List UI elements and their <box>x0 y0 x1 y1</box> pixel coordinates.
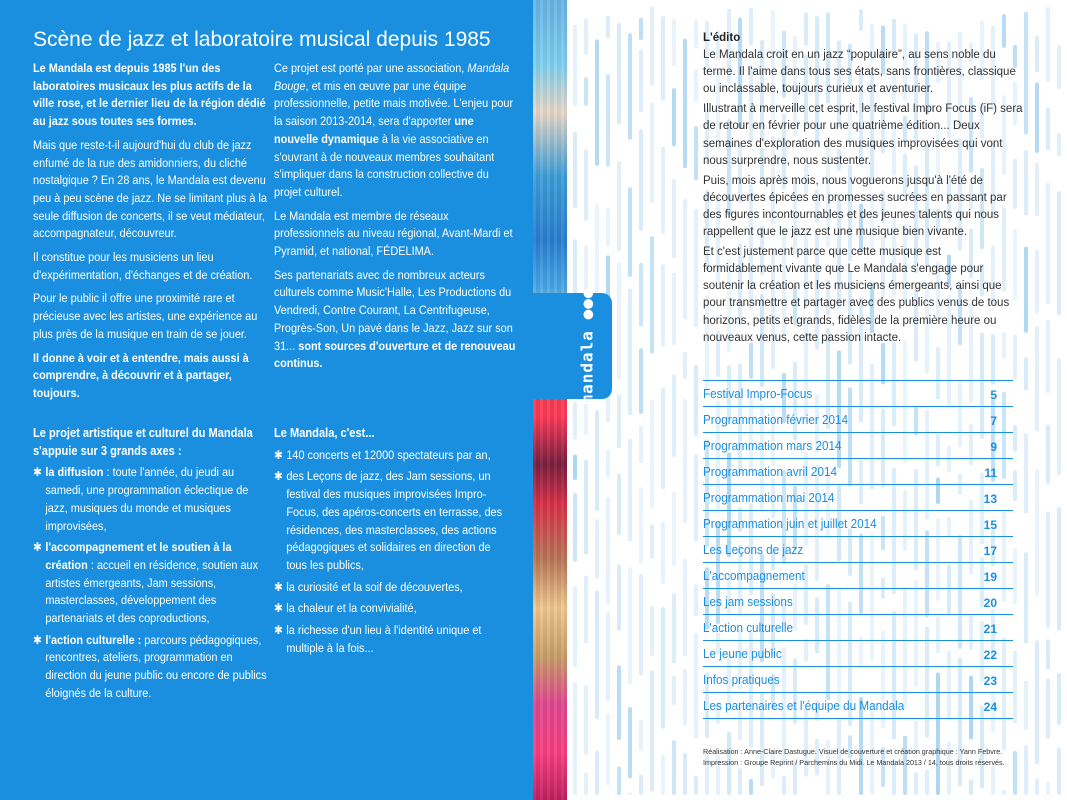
decor-bar <box>749 779 753 795</box>
edito-paragraph: Le Mandala croit en un jazz “populaire”, au sens noble du terme. Il l'aime dans tous ses états, sans frontières, classique ou inclassable, toujours curieux et aventurier. <box>703 49 1016 96</box>
decor-bar <box>661 16 665 100</box>
decor-bar <box>650 102 654 203</box>
decor-bar <box>639 348 643 414</box>
decor-bar <box>1024 433 1028 513</box>
decor-bar <box>650 400 654 508</box>
decor-bar <box>584 460 588 555</box>
decor-bar <box>1013 548 1017 604</box>
decor-bar <box>573 402 577 439</box>
decor-bar <box>694 454 698 542</box>
asterisk-icon: ✱ <box>274 623 283 638</box>
decor-bar <box>1013 470 1017 501</box>
decor-bar <box>661 755 665 795</box>
decor-bar <box>1046 639 1050 669</box>
decor-bar <box>683 559 687 657</box>
intro-column <box>33 60 271 409</box>
decor-bar <box>738 768 742 795</box>
decor-bar <box>584 772 588 795</box>
decor-bar <box>925 769 929 795</box>
decor-bar <box>628 33 632 140</box>
decor-bar <box>639 18 643 40</box>
decor-bar <box>1013 751 1017 795</box>
intro-paragraph: Le Mandala est depuis 1985 l'un des laboratoires musicaux les plus actifs de la ville rose, et le dernier lieu de la région dédié au jazz sous toutes ses formes. <box>33 61 266 129</box>
cover-photo-strip <box>533 0 567 800</box>
decor-bar <box>617 395 621 448</box>
mission-paragraph: Il donne à voir et à entendre, mais aussi à comprendre, à découvrir et à partager, toujours. <box>33 350 249 400</box>
axes-column <box>33 425 271 707</box>
left-page <box>0 0 533 800</box>
decor-bar <box>672 273 676 346</box>
edito-paragraph: Et c'est justement parce que cette musique est formidablement vivante que Le Mandala s'engage pour soutenir la création et les musiciens émergeants, ainsi que pour transmettre et partager avec des publics venus de tous horizons, petits et grands, fidèles de la première heure ou nouveaux venus, cette passion intacte. <box>703 246 1010 344</box>
asterisk-icon: ✱ <box>274 601 283 616</box>
public-paragraph: Pour le public il offre une proximité rare et précieuse avec les artistes, une expérience au plus près de la musique en train de se jouer. <box>33 291 258 341</box>
decor-bar <box>1057 748 1061 795</box>
decor-bar <box>1046 511 1050 627</box>
fact-item: ✱ la richesse d'un lieu à l'identité unique et multiple à la fois... <box>274 623 482 655</box>
fact-item: ✱ des Leçons de jazz, des Jam sessions, un festival des musiques improvisées Impro-Focus, des apéros-concerts en terrasse, des résidences, des masterclasses, des actions pédagogiques et solidaires en direction de tous les publics, <box>274 469 503 572</box>
decor-bar <box>672 492 676 566</box>
decor-bar <box>1024 745 1028 795</box>
decor-bar <box>991 766 995 795</box>
decor-bar <box>1024 552 1028 644</box>
decor-bar <box>672 88 676 146</box>
decor-bar <box>661 388 665 490</box>
toc-item[interactable]: Les jam sessions 20 <box>703 589 1013 615</box>
toc-item[interactable]: L'action culturelle 21 <box>703 615 1013 641</box>
facts-column <box>274 425 512 661</box>
decor-bar <box>1002 790 1006 795</box>
edito-heading: L'édito <box>703 32 741 44</box>
decor-bar <box>639 775 643 795</box>
history-paragraph: Mais que reste-t-il aujourd'hui du club de jazz enfumé de la rue des amidonniers, du cliché nostalgique ? En 28 ans, le Mandala est devenu peu à peu scène de jazz. Ne se limitant plus à la seule diffusion de concerts, il se veut médiateur, accompagnateur, découvreur. <box>33 137 267 241</box>
decor-bar <box>1035 163 1039 216</box>
toc-item[interactable]: L'accompagnement 19 <box>703 563 1013 589</box>
decor-bar <box>606 74 610 167</box>
decor-bar <box>694 365 698 436</box>
page-title: Scène de jazz et laboratoire musical depuis 1985 <box>33 28 491 51</box>
decor-bar <box>1024 150 1028 215</box>
toc-item[interactable]: Programmation avril 2014 11 <box>703 459 1013 485</box>
decor-bar <box>628 187 632 277</box>
decor-bar <box>661 264 665 346</box>
decor-bar <box>661 147 665 234</box>
decor-bar <box>628 793 632 795</box>
decor-bar <box>639 129 643 230</box>
asterisk-icon: ✱ <box>274 469 283 484</box>
association-column <box>274 60 519 379</box>
decor-bar <box>683 399 687 523</box>
decor-bar <box>1046 678 1050 738</box>
decor-bar <box>672 19 676 66</box>
decor-bar <box>584 149 588 221</box>
decor-bar <box>617 766 621 795</box>
decor-bar <box>1046 183 1050 304</box>
toc-item[interactable]: Programmation mai 2014 13 <box>703 485 1013 511</box>
decor-bar <box>694 776 698 795</box>
decor-bar <box>672 179 676 258</box>
decor-bar <box>1046 320 1050 393</box>
decor-bar <box>1013 425 1017 452</box>
decor-bar <box>617 474 621 535</box>
decor-bar <box>617 665 621 740</box>
decor-bar <box>606 612 610 701</box>
decor-bar <box>1046 424 1050 483</box>
axis-item-accompaniment: ✱ l'accompagnement et le soutien à la création : accueil en résidence, soutien aux artistes émergeants, Jam sessions, masterclasses, développement des partenariats et des coproductions, <box>33 540 259 626</box>
axis-item-diffusion: ✱ la diffusion : toute l'année, du jeudi au samedi, une programmation éclectique de jazz, musiques du monde et musiques improvisées, <box>33 465 249 533</box>
decor-bar <box>1035 326 1039 431</box>
partners-paragraph: Ses partenariats avec de nombreux acteurs culturels comme Music'Halle, Les Productions du Vendredi, Contre Courant, La Centrifugeuse, Progrès-Son, Un pavé dans le Jazz, Jazz sur son 31... sont sources d'ouverture et de renouveau continus. <box>274 267 516 371</box>
decor-bar <box>1035 779 1039 795</box>
decor-bar <box>595 410 599 511</box>
decor-bar <box>1024 357 1028 390</box>
asterisk-icon: ✱ <box>33 465 42 480</box>
decor-bar <box>672 593 676 663</box>
facts-heading: Le Mandala, c'est... <box>274 426 375 440</box>
decor-bar <box>683 352 687 379</box>
edito-paragraph: Illustrant à merveille cet esprit, le festival Impro Focus (iF) sera de retour en février pour une quatrième édition... Deux semaines d'exploration des musiques improvisées qui vont nous surprendre, nous sustenter. <box>703 103 1023 167</box>
decor-bar <box>1024 681 1028 731</box>
decor-bar <box>595 39 599 166</box>
decor-bar <box>683 199 687 320</box>
decor-bar <box>1046 108 1050 150</box>
decor-bar <box>573 587 577 668</box>
decor-bar <box>1046 7 1050 82</box>
decor-bar <box>573 25 577 107</box>
decor-bar <box>650 524 654 559</box>
decor-bar <box>1057 191 1061 315</box>
decor-bar <box>1024 247 1028 333</box>
decor-bar <box>672 375 676 458</box>
decor-bar <box>584 18 588 55</box>
decor-bar <box>1035 640 1039 764</box>
decor-bar <box>595 204 599 294</box>
decor-bar <box>1013 650 1017 723</box>
decor-bar <box>584 575 588 643</box>
decor-bar <box>694 209 698 327</box>
decor-bar <box>683 753 687 795</box>
decor-bar <box>672 740 676 795</box>
decor-bar <box>628 707 632 778</box>
decor-bar <box>628 567 632 684</box>
mandala-logo <box>533 287 612 405</box>
fact-item: ✱ la chaleur et la convivialité, <box>274 600 512 618</box>
decor-bar <box>694 584 698 616</box>
decor-bar <box>782 776 786 795</box>
table-of-contents <box>703 380 1013 719</box>
asterisk-icon: ✱ <box>33 540 42 555</box>
decor-bar <box>628 288 632 415</box>
toc-item[interactable]: Les Leçons de jazz 17 <box>703 537 1013 563</box>
decor-bar <box>1057 45 1061 89</box>
decor-bar <box>694 126 698 180</box>
credits <box>703 746 1003 768</box>
decor-bar <box>639 425 643 463</box>
toc-item[interactable]: Programmation mars 2014 9 <box>703 433 1013 459</box>
decor-bar <box>639 49 643 112</box>
toc-item[interactable]: Infos pratiques 23 <box>703 667 1013 693</box>
musicians-paragraph: Il constitue pour les musiciens un lieu d'expérimentation, d'échanges et de création. <box>33 250 253 282</box>
decor-bar <box>573 682 577 795</box>
decor-bar <box>1024 12 1028 135</box>
fact-item: ✱ la curiosité et la soif de découvertes, <box>274 579 512 597</box>
toc-item[interactable]: Programmation février 2014 7 <box>703 407 1013 433</box>
decor-bar <box>606 450 610 477</box>
axes-heading: Le projet artistique et culturel du Mandala s'appuie sur 3 grands axes : <box>33 426 253 458</box>
decor-bar <box>606 497 610 604</box>
decor-bar <box>606 208 610 247</box>
decor-bar <box>617 23 621 124</box>
decor-bar <box>639 263 643 326</box>
decor-bar <box>573 132 577 208</box>
decor-bar <box>1057 507 1061 630</box>
decor-bar <box>617 564 621 630</box>
decor-bar <box>1035 469 1039 596</box>
association-paragraph: Ce projet est porté par une association, Mandala Bouge, et mis en œuvre par une équipe professionnelle, petite mais motivée. L'enjeu pour la saison 2013-2014, sera d'apporter une nouvelle dynamique à la vie associative en s'ouvrant à de nouveaux membres souhaitant s'impliquer dans la construction collective du projet culturel. <box>274 61 514 199</box>
decor-bar <box>969 780 973 795</box>
decor-bar <box>1035 82 1039 153</box>
decor-bar <box>595 751 599 795</box>
decor-bar <box>1035 250 1039 314</box>
decor-bar <box>573 455 577 481</box>
decor-bar <box>859 9 863 31</box>
decor-bar <box>694 633 698 739</box>
decor-bar <box>595 519 599 579</box>
credits-line: Impression : Groupe Reprint / Parchemins du Midi. Le Mandala 2013 / 14, tous droits réservés. <box>703 758 1005 767</box>
asterisk-icon: ✱ <box>274 579 283 594</box>
logo-text: mandala ●●● <box>577 287 597 405</box>
decor-bar <box>617 262 621 379</box>
decor-bar <box>584 77 588 106</box>
decor-bar <box>650 606 654 656</box>
decor-bar <box>639 720 643 752</box>
edito-paragraph: Puis, mois après mois, nous voguerons jusqu'à l'été de découvertes épicées en promesses sucrées en passant par des figures incontournables et des jeunes talents qui nous rappellent que le jazz est une musique bien vivante. <box>703 174 1007 239</box>
fact-item: ✱ 140 concerts et 12000 spectateurs par an, <box>274 447 512 465</box>
decor-bar <box>628 439 632 542</box>
networks-paragraph: Le Mandala est membre de réseaux professionnels au niveau régional, Avant-Mardi et Pyramid, et national, FÉDELIMA. <box>274 208 513 259</box>
decor-bar <box>1057 133 1061 156</box>
decor-bar <box>694 19 698 48</box>
toc-item[interactable]: Le jeune public 22 <box>703 641 1013 667</box>
facts-list <box>274 447 512 658</box>
decor-bar <box>606 16 610 39</box>
decor-bar <box>1057 358 1061 475</box>
decor-bar <box>617 161 621 251</box>
asterisk-icon: ✱ <box>274 447 283 462</box>
toc-item[interactable]: Les partenaires et l'équipe du Mandala 24 <box>703 693 1013 719</box>
decor-bar <box>639 574 643 676</box>
decor-bar <box>683 669 687 725</box>
decor-bar <box>573 493 577 562</box>
decor-bar <box>1046 782 1050 795</box>
decor-bar <box>595 590 599 719</box>
axes-list <box>33 464 271 702</box>
decor-bar <box>683 39 687 168</box>
decor-bar <box>694 69 698 101</box>
decor-bar <box>672 676 676 706</box>
decor-bar <box>661 522 665 584</box>
decor-bar <box>639 487 643 563</box>
axis-item-cultural-action: ✱ l'action culturelle : parcours pédagogiques, rencontres, ateliers, programmation en direction du jeune public ou encore de publics éloignés de la culture. <box>33 632 267 700</box>
decor-bar <box>661 607 665 728</box>
credits-line: Réalisation : Anne-Claire Dastugue. Visuel de couverture et création graphique : Yann Febvre. <box>703 747 1003 756</box>
edito-section <box>703 30 1023 350</box>
decor-bar <box>650 6 654 85</box>
toc-item[interactable]: Programmation juin et juillet 2014 15 <box>703 511 1013 537</box>
toc-item[interactable]: Festival Impro-Focus 5 <box>703 380 1013 407</box>
asterisk-icon: ✱ <box>33 632 42 647</box>
decor-bar <box>1057 673 1061 725</box>
decor-bar <box>606 713 610 786</box>
decor-bar <box>914 772 918 795</box>
decor-bar <box>650 236 654 354</box>
decor-bar <box>584 685 588 755</box>
decor-bar <box>650 670 654 791</box>
decor-bar <box>1035 36 1039 72</box>
